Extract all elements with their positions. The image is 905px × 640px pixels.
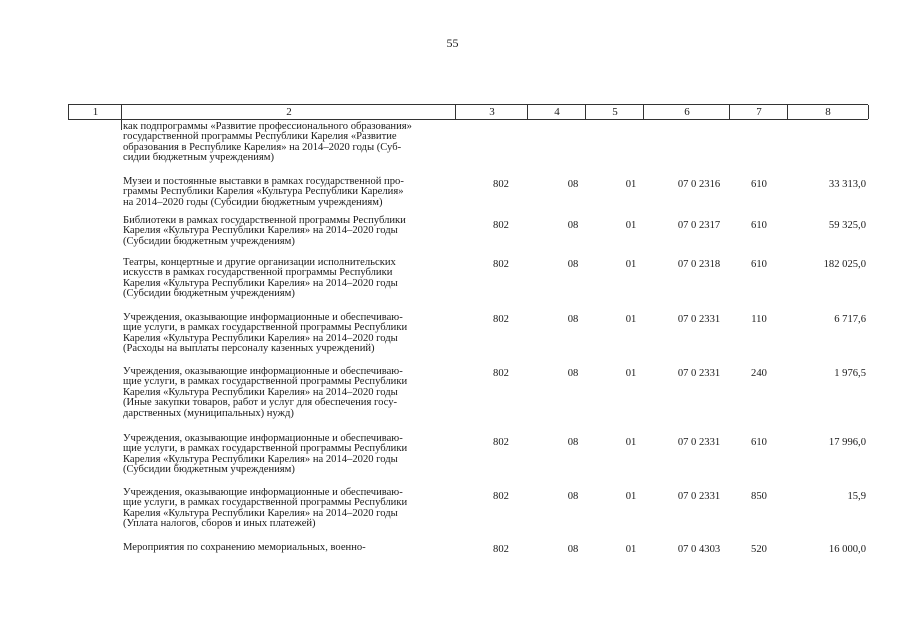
table-cell-col7: 240 <box>751 368 767 379</box>
table-row-description: Библиотеки в рамках государственной программы Республики Карелия «Культура Республики Карелия» на 2014–2020 годы (Субсидии бюджетным учреждениям) <box>123 215 406 247</box>
table-row-description: Учреждения, оказывающие информационные и обеспечиваю- щие услуги, в рамках государственной программы Республики Карелия «Культура Республики Карелия» на 2014–2020 годы (Уплата налогов, сборов и иных платежей) <box>123 487 408 530</box>
table-cell-col7: 610 <box>751 437 767 448</box>
table-cell-col7: 610 <box>751 220 767 231</box>
table-cell-col7: 520 <box>751 544 767 555</box>
table-cell-col7: 610 <box>751 259 767 270</box>
table-cell-col6: 07 0 2331 <box>677 437 721 448</box>
table-row-description: как подпрограммы «Развитие профессионального образования» государственной программы Республики Карелия «Развитие образования в Республике Карелия» на 2014–2020 годы (Суб- сидии бюджетным учреждениям) <box>123 121 412 164</box>
header-col-6: 6 <box>643 105 730 119</box>
table-cell-col8: 1 976,5 <box>834 368 866 379</box>
column-divider <box>121 118 122 130</box>
table-cell-col3: 802 <box>493 491 509 502</box>
header-col-8: 8 <box>787 105 869 119</box>
table-cell-col3: 802 <box>493 437 509 448</box>
table-cell-col3: 802 <box>493 220 509 231</box>
header-col-7: 7 <box>729 105 788 119</box>
table-cell-col6: 07 0 2317 <box>677 220 721 231</box>
table-cell-col3: 802 <box>493 544 509 555</box>
table-row-description: Учреждения, оказывающие информационные и обеспечиваю- щие услуги, в рамках государственной программы Республики Карелия «Культура Республики Карелия» на 2014–2020 годы (Субсидии бюджетным учреждениям) <box>123 433 408 476</box>
table-cell-col3: 802 <box>493 259 509 270</box>
table-header <box>68 104 868 120</box>
table-cell-col4: 08 <box>567 220 579 231</box>
table-cell-col8: 182 025,0 <box>823 259 866 270</box>
table-row-description: Музеи и постоянные выставки в рамках государственной про- граммы Республики Карелия «Культура Республики Карелия» на 2014–2020 годы (Субсидии бюджетным учреждениям) <box>123 176 404 208</box>
table-cell-col5: 01 <box>625 179 637 190</box>
table-row-description: Театры, концертные и другие организации исполнительских искусств в рамках государственной программы Республики Карелия «Культура Республики Карелия» на 2014–2020 годы (Субсидии бюджетным учреждениям) <box>123 257 398 300</box>
table-cell-col4: 08 <box>567 259 579 270</box>
table-cell-col6: 07 0 2331 <box>677 491 721 502</box>
table-row-description: Учреждения, оказывающие информационные и обеспечиваю- щие услуги, в рамках государственной программы Республики Карелия «Культура Республики Карелия» на 2014–2020 годы (Иные закупки товаров, работ и услуг для обеспечения госу- дарственных (муниципальных) нужд) <box>123 366 408 419</box>
table-cell-col8: 59 325,0 <box>828 220 866 231</box>
table-cell-col8: 6 717,6 <box>834 314 866 325</box>
header-col-4: 4 <box>527 105 586 119</box>
table-cell-col6: 07 0 2331 <box>677 314 721 325</box>
table-cell-col5: 01 <box>625 368 637 379</box>
header-col-2: 2 <box>121 105 456 119</box>
header-col-5: 5 <box>585 105 644 119</box>
table-cell-col5: 01 <box>625 491 637 502</box>
table-cell-col7: 850 <box>751 491 767 502</box>
table-cell-col4: 08 <box>567 368 579 379</box>
page-number: 55 <box>446 36 459 50</box>
header-col-3: 3 <box>455 105 528 119</box>
table-cell-col7: 110 <box>751 314 767 325</box>
table-cell-col3: 802 <box>493 179 509 190</box>
table-cell-col4: 08 <box>567 437 579 448</box>
table-cell-col4: 08 <box>567 491 579 502</box>
table-cell-col4: 08 <box>567 544 579 555</box>
header-col-1: 1 <box>68 105 122 119</box>
table-cell-col6: 07 0 2316 <box>677 179 721 190</box>
table-cell-col6: 07 0 4303 <box>677 544 721 555</box>
table-cell-col8: 17 996,0 <box>828 437 866 448</box>
table-row-description: Мероприятия по сохранению мемориальных, военно- <box>123 542 366 553</box>
table-row-description: Учреждения, оказывающие информационные и обеспечиваю- щие услуги, в рамках государственной программы Республики Карелия «Культура Республики Карелия» на 2014–2020 годы (Расходы на выплаты персоналу казенных учреждений) <box>123 312 408 355</box>
table-cell-col6: 07 0 2331 <box>677 368 721 379</box>
table-cell-col5: 01 <box>625 259 637 270</box>
table-cell-col5: 01 <box>625 314 637 325</box>
table-cell-col6: 07 0 2318 <box>677 259 721 270</box>
table-cell-col8: 33 313,0 <box>828 179 866 190</box>
table-cell-col4: 08 <box>567 179 579 190</box>
table-cell-col7: 610 <box>751 179 767 190</box>
table-cell-col3: 802 <box>493 368 509 379</box>
table-cell-col3: 802 <box>493 314 509 325</box>
table-cell-col8: 16 000,0 <box>828 544 866 555</box>
table-cell-col8: 15,9 <box>847 491 866 502</box>
table-cell-col5: 01 <box>625 544 637 555</box>
table-cell-col4: 08 <box>567 314 579 325</box>
table-cell-col5: 01 <box>625 220 637 231</box>
table-cell-col5: 01 <box>625 437 637 448</box>
